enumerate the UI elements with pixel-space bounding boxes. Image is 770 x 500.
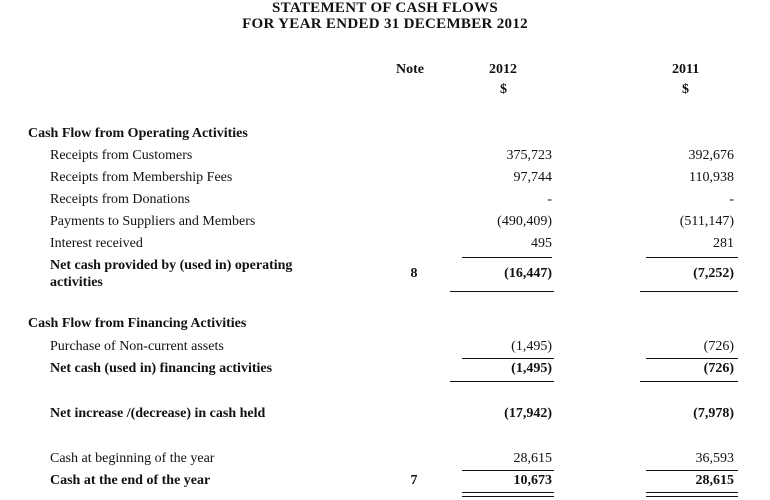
note-column-header: Note <box>396 62 424 77</box>
cash-end-2011: 28,615 <box>695 473 734 488</box>
subtotal-rule-2011 <box>646 358 738 359</box>
double-rule-2012 <box>462 492 554 497</box>
operating-total-label-cont: activities <box>50 275 103 290</box>
total-rule-2012 <box>450 291 554 292</box>
financing-row-label: Purchase of Non-current assets <box>50 339 224 354</box>
operating-row-2012: 495 <box>531 236 552 251</box>
subtotal-rule-2012 <box>462 358 554 359</box>
statement-title: STATEMENT OF CASH FLOWS <box>272 0 498 16</box>
operating-total-2012: (16,447) <box>504 266 552 281</box>
total-rule-2011 <box>640 291 738 292</box>
subtotal-rule-2011 <box>646 470 738 471</box>
operating-row-2011: - <box>729 192 734 207</box>
operating-total-note: 8 <box>410 266 418 281</box>
currency-2011-header: $ <box>682 82 689 97</box>
subtotal-rule-2012 <box>462 470 554 471</box>
total-rule-2011 <box>640 381 738 382</box>
operating-row-label: Receipts from Donations <box>50 192 190 207</box>
statement-period: FOR YEAR ENDED 31 DECEMBER 2012 <box>242 16 528 32</box>
operating-row-label: Interest received <box>50 236 143 251</box>
currency-2012-header: $ <box>500 82 507 97</box>
total-rule-2012 <box>450 381 554 382</box>
cash-end-2012: 10,673 <box>513 473 552 488</box>
cash-begin-2012: 28,615 <box>513 451 552 466</box>
operating-row-2012: 97,744 <box>513 170 552 185</box>
operating-row-2011: (511,147) <box>679 214 734 229</box>
financing-total-label: Net cash (used in) financing activities <box>50 361 273 376</box>
net-change-2011: (7,978) <box>693 406 734 421</box>
operating-row-2011: 392,676 <box>688 148 734 163</box>
net-change-label: Net increase /(decrease) in cash held <box>50 406 266 421</box>
year-2011-header: 2011 <box>672 62 700 77</box>
net-change-2012: (17,942) <box>504 406 552 421</box>
double-rule-2011 <box>646 492 738 497</box>
operating-total-label: Net cash provided by (used in) operating <box>50 258 293 273</box>
cash-end-label: Cash at the end of the year <box>50 473 211 488</box>
operating-row-2011: 281 <box>713 236 734 251</box>
operating-row-2011: 110,938 <box>689 170 734 185</box>
cash-end-note: 7 <box>410 473 418 488</box>
operating-row-label: Receipts from Customers <box>50 148 193 163</box>
financing-total-2012: (1,495) <box>511 361 552 376</box>
financing-row-2011: (726) <box>703 339 734 354</box>
operating-row-label: Receipts from Membership Fees <box>50 170 233 185</box>
operating-row-2012: - <box>547 192 552 207</box>
financing-row-2012: (1,495) <box>511 339 552 354</box>
operating-row-2012: (490,409) <box>497 214 552 229</box>
cash-begin-label: Cash at beginning of the year <box>50 451 215 466</box>
operating-heading: Cash Flow from Operating Activities <box>28 126 248 141</box>
operating-row-label: Payments to Suppliers and Members <box>50 214 256 229</box>
year-2012-header: 2012 <box>489 62 517 77</box>
financing-heading: Cash Flow from Financing Activities <box>28 316 247 331</box>
operating-row-2012: 375,723 <box>506 148 552 163</box>
financing-total-2011: (726) <box>703 361 734 376</box>
subtotal-rule-2011 <box>646 257 738 258</box>
cash-begin-2011: 36,593 <box>695 451 734 466</box>
operating-total-2011: (7,252) <box>693 266 734 281</box>
subtotal-rule-2012 <box>462 257 552 258</box>
